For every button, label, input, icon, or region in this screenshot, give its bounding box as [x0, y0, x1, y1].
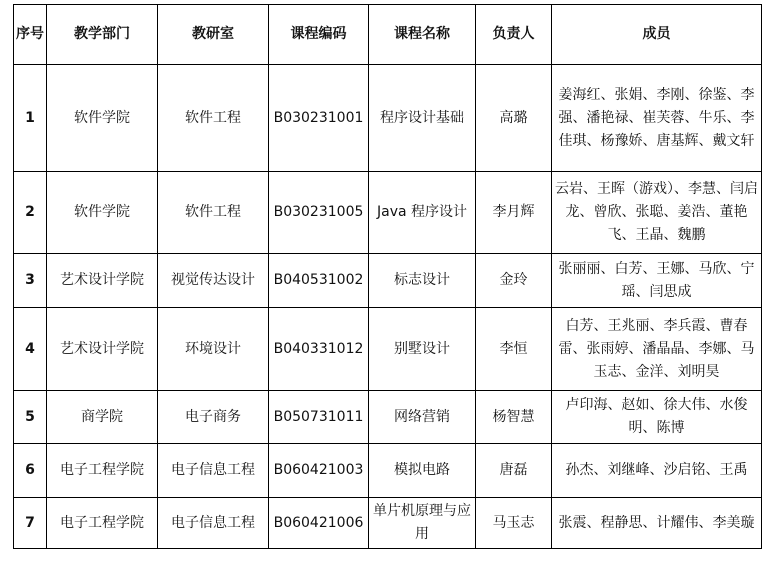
table-row	[14, 254, 762, 308]
row-code: B040331012	[269, 308, 369, 391]
table-row	[14, 65, 762, 172]
table-row	[14, 172, 762, 254]
row-code: B040531002	[269, 254, 369, 308]
row-index: 1	[14, 65, 47, 172]
row-members: 云岩、王晖（游戏）、李慧、闫启龙、曾欣、张聪、姜浩、董艳飞、王晶、魏鹏	[552, 172, 762, 254]
row-course: 网络营销	[369, 391, 476, 444]
header-office: 教研室	[158, 5, 269, 65]
row-index: 3	[14, 254, 47, 308]
row-code: B050731011	[269, 391, 369, 444]
row-code: B030231005	[269, 172, 369, 254]
row-index: 2	[14, 172, 47, 254]
table-row	[14, 391, 762, 444]
row-code: B060421003	[269, 444, 369, 498]
row-dept: 电子工程学院	[47, 444, 158, 498]
row-dept: 软件学院	[47, 172, 158, 254]
row-lead: 高璐	[476, 65, 552, 172]
row-members: 姜海红、张娟、李刚、徐鉴、李强、潘艳禄、崔芙蓉、牛乐、李佳琪、杨豫娇、唐基辉、戴文轩	[552, 65, 762, 172]
row-course: 单片机原理与应用	[369, 498, 476, 549]
row-course: 标志设计	[369, 254, 476, 308]
row-index: 6	[14, 444, 47, 498]
row-members: 张震、程静思、计耀伟、李美璇	[552, 498, 762, 549]
row-members: 张丽丽、白芳、王娜、马欣、宁瑶、闫思成	[552, 254, 762, 308]
table-row	[14, 444, 762, 498]
row-office: 电子信息工程	[158, 498, 269, 549]
table-row	[14, 308, 762, 391]
row-index: 7	[14, 498, 47, 549]
row-lead: 马玉志	[476, 498, 552, 549]
row-lead: 杨智慧	[476, 391, 552, 444]
header-code: 课程编码	[269, 5, 369, 65]
row-lead: 李恒	[476, 308, 552, 391]
row-dept: 商学院	[47, 391, 158, 444]
row-lead: 唐磊	[476, 444, 552, 498]
table-row	[14, 498, 762, 549]
row-lead: 李月辉	[476, 172, 552, 254]
row-office: 软件工程	[158, 65, 269, 172]
row-lead: 金玲	[476, 254, 552, 308]
row-office: 电子信息工程	[158, 444, 269, 498]
row-course: 程序设计基础	[369, 65, 476, 172]
row-dept: 软件学院	[47, 65, 158, 172]
header-row	[14, 5, 762, 65]
row-code: B060421006	[269, 498, 369, 549]
row-office: 软件工程	[158, 172, 269, 254]
row-index: 5	[14, 391, 47, 444]
row-course: 别墅设计	[369, 308, 476, 391]
row-course: 模拟电路	[369, 444, 476, 498]
row-office: 环境设计	[158, 308, 269, 391]
row-code: B030231001	[269, 65, 369, 172]
header-lead: 负责人	[476, 5, 552, 65]
row-office: 电子商务	[158, 391, 269, 444]
header-dept: 教学部门	[47, 5, 158, 65]
header-course: 课程名称	[369, 5, 476, 65]
course-table	[13, 4, 762, 549]
row-members: 卢印海、赵如、徐大伟、水俊明、陈博	[552, 391, 762, 444]
row-office: 视觉传达设计	[158, 254, 269, 308]
row-index: 4	[14, 308, 47, 391]
header-index: 序号	[14, 5, 47, 65]
row-course: Java 程序设计	[369, 172, 476, 254]
row-members: 白芳、王兆丽、李兵霞、曹春雷、张雨婷、潘晶晶、李娜、马玉志、金洋、刘明昊	[552, 308, 762, 391]
row-members: 孙杰、刘继峰、沙启铭、王禹	[552, 444, 762, 498]
header-members: 成员	[552, 5, 762, 65]
row-dept: 艺术设计学院	[47, 308, 158, 391]
row-dept: 电子工程学院	[47, 498, 158, 549]
row-dept: 艺术设计学院	[47, 254, 158, 308]
